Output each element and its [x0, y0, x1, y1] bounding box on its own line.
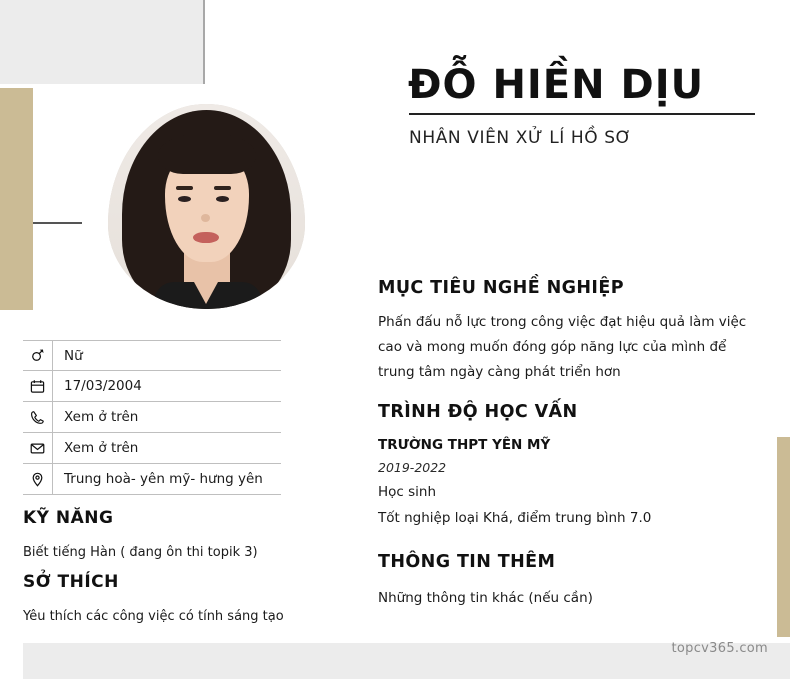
section-title-more-info: THÔNG TIN THÊM: [378, 552, 556, 572]
contact-row-gender: [23, 340, 281, 371]
contact-row-birthday: [23, 371, 281, 402]
section-body-skills: Biết tiếng Hàn ( đang ôn thi topik 3): [23, 545, 258, 560]
contact-value: Xem ở trên: [64, 409, 139, 425]
photo-illustration: [108, 104, 305, 309]
photo-eye-left: [178, 196, 191, 202]
email-icon: [23, 433, 53, 464]
candidate-name: ĐỖ HIỀN DỊU: [408, 62, 705, 108]
photo-mouth: [193, 232, 219, 243]
section-title-education: TRÌNH ĐỘ HỌC VẤN: [378, 402, 578, 422]
education-result: Tốt nghiệp loại Khá, điểm trung bình 7.0: [378, 510, 652, 526]
contact-value: Xem ở trên: [64, 440, 139, 456]
decor-top-strip: [33, 0, 204, 84]
name-underline: [409, 113, 755, 115]
section-title-career-goal: MỤC TIÊU NGHỀ NGHIỆP: [378, 278, 624, 298]
decor-vertical-line: [203, 0, 205, 84]
decor-left-tan-block: [0, 88, 33, 310]
photo-fringe: [158, 134, 256, 174]
decor-right-tan-block: [777, 437, 790, 637]
decor-horizontal-line: [33, 222, 82, 224]
contact-row-phone: [23, 402, 281, 433]
contact-value: 17/03/2004: [64, 378, 142, 394]
photo-nose: [201, 214, 210, 222]
gender-icon: [23, 340, 53, 371]
contact-info-list: [23, 340, 281, 495]
section-title-hobbies: SỞ THÍCH: [23, 572, 119, 592]
education-school: TRƯỜNG THPT YÊN MỸ: [378, 437, 551, 453]
education-role: Học sinh: [378, 484, 437, 500]
contact-row-email: [23, 433, 281, 464]
section-body-career-goal: Phấn đấu nỗ lực trong công việc đạt hiệu quả làm việc cao và mong muốn đóng góp năng lực của mình để trung tâm ngày càng phát triển hơn: [378, 314, 747, 380]
section-body-more-info: Những thông tin khác (nếu cần): [378, 590, 593, 606]
job-title: NHÂN VIÊN XỬ LÍ HỒ SƠ: [409, 128, 632, 148]
contact-row-address: [23, 464, 281, 495]
section-title-skills: KỸ NĂNG: [23, 508, 114, 528]
photo-eyebrow-left: [176, 186, 193, 190]
location-icon: [23, 464, 53, 495]
phone-icon: [23, 402, 53, 433]
contact-value: Trung hoà- yên mỹ- hưng yên: [64, 471, 263, 487]
education-years: 2019-2022: [378, 460, 447, 475]
contact-value: Nữ: [64, 347, 83, 364]
section-body-hobbies: Yêu thích các công việc có tính sáng tạo: [23, 609, 284, 624]
watermark: topcv365.com: [671, 641, 768, 656]
calendar-icon: [23, 371, 53, 402]
photo-eyebrow-right: [214, 186, 231, 190]
profile-photo: [108, 104, 305, 309]
photo-eye-right: [216, 196, 229, 202]
